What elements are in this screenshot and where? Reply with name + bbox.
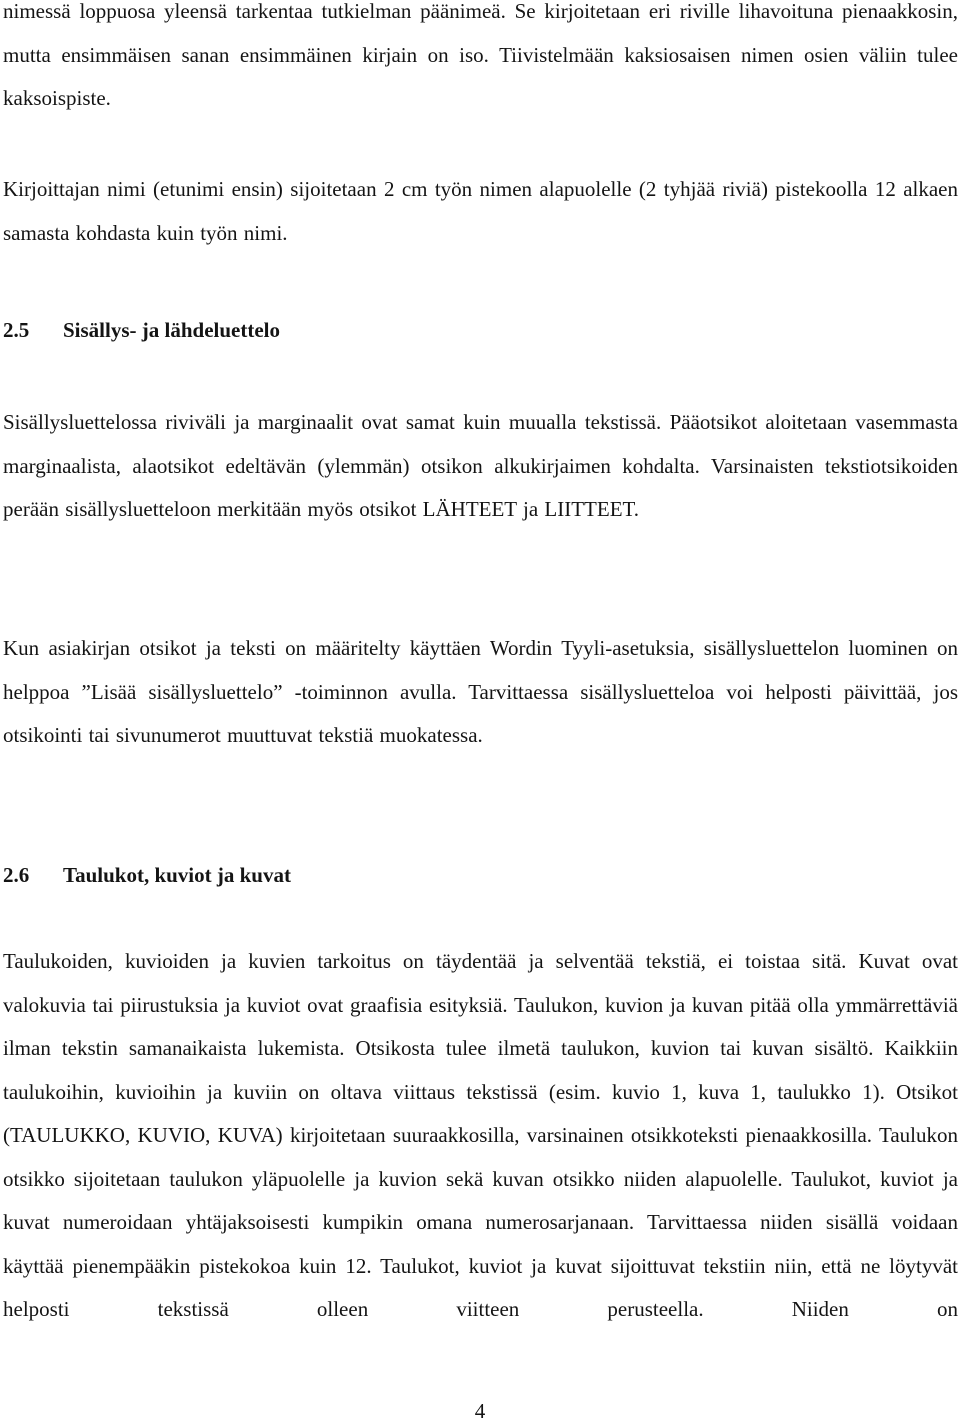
section-heading-2-5 [3, 315, 280, 345]
section-number: 2.6 [3, 863, 30, 887]
section-heading-2-6 [3, 860, 291, 890]
paragraph-continuation: nimessä loppuosa yleensä tarkentaa tutkielman päänimeä. Se kirjoitetaan eri riville lihavoituna pienaakkosin, mutta ensimmäisen sanan ensimmäinen kirjain on iso. Tiivistelmään kaksiosaisen nimen osien väliin tulee kaksoispiste. [3, 0, 958, 110]
paragraph-word-styles: Kun asiakirjan otsikot ja teksti on määritelty käyttäen Wordin Tyyli-asetuksia, sisällysluettelon luominen on helppoa ”Lisää sisällysluettelo” -toiminnon avulla. Tarvittaessa sisällysluetteloa voi helposti päivittää, jos otsikointi tai sivunumerot muuttuvat tekstiä muokatessa. [3, 636, 958, 747]
paragraph-author-name: Kirjoittajan nimi (etunimi ensin) sijoitetaan 2 cm työn nimen alapuolelle (2 tyhjää riviä) pistekoolla 12 alkaen samasta kohdasta kuin työn nimi. [3, 177, 958, 245]
page-number: 4 [474, 1399, 486, 1423]
paragraph-tables-figures: Taulukoiden, kuvioiden ja kuvien tarkoitus on täydentää ja selventää tekstiä, ei toistaa sitä. Kuvat ovat valokuvia tai piirustuksia ja kuviot ovat graafisia esityksiä. Taulukon, kuvion ja kuvan pitää olla ymmärrettäviä ilman tekstin samanaikaista lukemista. Otsikosta tulee ilmetä taulukon, kuvion tai kuvan sisältö. Kaikkiin taulukoihin, kuvioihin ja kuviin on oltava viittaus tekstissä (esim. kuvio 1, kuva 1, taulukko 1). Otsikot (TAULUKKO, KUVIO, KUVA) kirjoitetaan suuraakkosilla, varsinainen otsikkoteksti pienaakkosilla. Taulukon otsikko sijoitetaan taulukon yläpuolelle ja kuvion sekä kuvan otsikko niiden alapuolelle. Taulukot, kuviot ja kuvat numeroidaan yhtäjaksoisesti kumpikin omana numerosarjanaan. Tarvittaessa niiden sisällä voidaan käyttää pienempääkin pistekokoa kuin 12. Taulukot, kuviot ja kuvat sijoittuvat tekstiin niin, että ne löytyvät helposti tekstissä olleen viitteen perusteella. Niiden on [3, 949, 958, 1321]
section-title: Sisällys- ja lähdeluettelo [63, 318, 281, 342]
section-title: Taulukot, kuviot ja kuvat [63, 863, 291, 887]
section-number: 2.5 [3, 318, 30, 342]
paragraph-table-of-contents: Sisällysluettelossa riviväli ja marginaalit ovat samat kuin muualla tekstissä. Pääotsikot aloitetaan vasemmasta marginaalista, alaotsikot edeltävän (ylemmän) otsikon alkukirjaimen kohdalta. Varsinaisten tekstiotsikoiden perään sisällysluetteloon merkitään myös otsikot LÄHTEET ja LIITTEET. [3, 410, 958, 521]
